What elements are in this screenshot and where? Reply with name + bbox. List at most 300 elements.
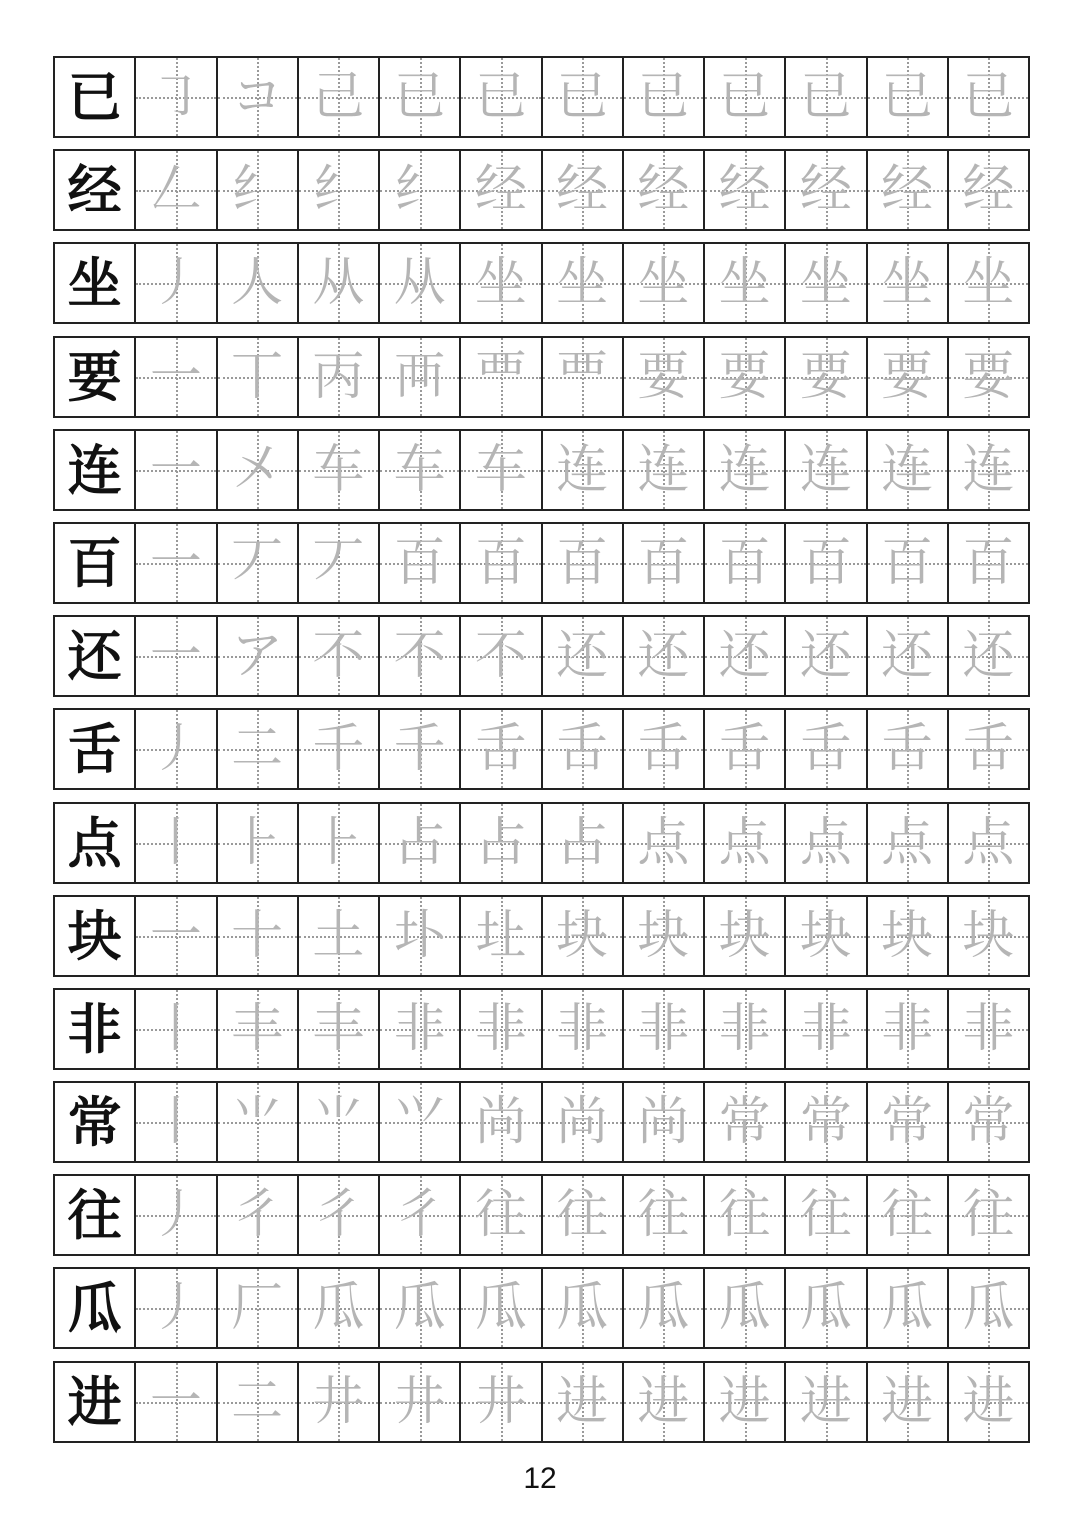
tracing-cell <box>543 431 624 509</box>
tracing-cell <box>543 1083 624 1161</box>
stroke-step-character: 舌 <box>637 719 690 780</box>
tracing-cell <box>786 617 867 695</box>
tracing-cell <box>868 804 949 882</box>
tracing-cell <box>461 58 542 136</box>
tracing-cell <box>380 338 461 416</box>
stroke-step-character: 丿 <box>149 719 202 780</box>
model-character: 常 <box>67 1090 122 1155</box>
stroke-step-character: 覀 <box>474 346 527 407</box>
stroke-step-character: 坐 <box>962 253 1015 314</box>
stroke-step-character: 百 <box>718 532 771 593</box>
stroke-step-character: 进 <box>799 1371 852 1432</box>
practice-row <box>53 1361 1030 1443</box>
stroke-step-character: 坐 <box>718 253 771 314</box>
stroke-step-character: 经 <box>799 160 852 221</box>
tracing-cell <box>218 617 299 695</box>
stroke-step-character: 二 <box>231 719 284 780</box>
stroke-step-character: 尚 <box>556 1092 609 1153</box>
practice-row <box>53 708 1030 790</box>
stroke-step-character: 已 <box>474 67 527 127</box>
tracing-cell <box>949 990 1030 1068</box>
tracing-cell <box>543 990 624 1068</box>
tracing-cell <box>624 338 705 416</box>
stroke-step-character: 丨 <box>149 1092 202 1153</box>
tracing-cell <box>380 1363 461 1441</box>
tracing-cell <box>543 1269 624 1347</box>
stroke-step-character: 舌 <box>718 719 771 780</box>
stroke-step-character: 舌 <box>962 719 1015 780</box>
stroke-step-character: 连 <box>962 439 1015 500</box>
tracing-cell <box>218 990 299 1068</box>
tracing-cell <box>624 617 705 695</box>
stroke-step-character: 不 <box>393 626 446 687</box>
stroke-step-character: 已 <box>962 67 1015 127</box>
stroke-step-character: 丿 <box>149 1185 202 1246</box>
stroke-step-character: 二 <box>231 1371 284 1432</box>
tracing-cell <box>299 1176 380 1254</box>
tracing-cell <box>461 897 542 975</box>
practice-row <box>53 615 1030 697</box>
stroke-step-character: 连 <box>637 439 690 500</box>
tracing-cell <box>543 338 624 416</box>
tracing-cell <box>868 1269 949 1347</box>
stroke-step-character: 非 <box>393 998 446 1059</box>
tracing-cell <box>299 1269 380 1347</box>
stroke-step-character: 已 <box>881 67 934 127</box>
stroke-step-character: 往 <box>881 1185 934 1246</box>
tracing-cell <box>705 1083 786 1161</box>
stroke-step-character: 常 <box>881 1092 934 1153</box>
stroke-step-character: 㐅 <box>231 439 284 500</box>
stroke-step-character: 进 <box>718 1371 771 1432</box>
stroke-step-character: ㇆ <box>149 67 202 127</box>
model-character-cell <box>55 710 136 788</box>
practice-row <box>53 429 1030 511</box>
stroke-step-character: 块 <box>718 905 771 966</box>
practice-row <box>53 895 1030 977</box>
stroke-step-character: 非 <box>718 998 771 1059</box>
tracing-cell <box>705 1269 786 1347</box>
tracing-cell <box>299 244 380 322</box>
tracing-cell <box>786 804 867 882</box>
model-character: 连 <box>67 437 122 502</box>
stroke-step-character: 块 <box>637 905 690 966</box>
stroke-step-character: 尚 <box>637 1092 690 1153</box>
stroke-step-character: 丰 <box>312 998 365 1059</box>
stroke-step-character: 百 <box>556 532 609 593</box>
stroke-step-character: 百 <box>393 532 446 593</box>
stroke-step-character: ⺌ <box>231 1092 284 1153</box>
stroke-step-character: 要 <box>637 346 690 407</box>
tracing-cell <box>136 338 217 416</box>
tracing-cell <box>461 1176 542 1254</box>
model-character-cell <box>55 1269 136 1347</box>
tracing-cell <box>380 897 461 975</box>
model-character-cell <box>55 1176 136 1254</box>
tracing-cell <box>299 524 380 602</box>
stroke-step-character: 丅 <box>231 346 284 407</box>
tracing-cell <box>949 1083 1030 1161</box>
stroke-step-character: 占 <box>474 812 527 873</box>
tracing-cell <box>299 151 380 229</box>
tracing-cell <box>624 151 705 229</box>
tracing-cell <box>136 1176 217 1254</box>
tracing-cell <box>949 431 1030 509</box>
stroke-step-character: 瓜 <box>799 1278 852 1339</box>
tracing-cell <box>218 897 299 975</box>
tracing-cell <box>705 524 786 602</box>
tracing-cell <box>705 431 786 509</box>
stroke-step-character: 瓜 <box>881 1278 934 1339</box>
tracing-cell <box>136 151 217 229</box>
model-character: 块 <box>67 903 122 968</box>
stroke-step-character: 还 <box>637 626 690 687</box>
stroke-step-character: 已 <box>799 67 852 127</box>
tracing-cell <box>299 617 380 695</box>
model-character: 非 <box>67 996 122 1061</box>
stroke-step-character: 进 <box>881 1371 934 1432</box>
tracing-cell <box>868 617 949 695</box>
stroke-step-character: 常 <box>799 1092 852 1153</box>
model-character: 点 <box>67 810 122 875</box>
stroke-step-character: 块 <box>881 905 934 966</box>
stroke-step-character: 要 <box>881 346 934 407</box>
stroke-step-character: 百 <box>474 532 527 593</box>
stroke-step-character: 经 <box>962 160 1015 221</box>
tracing-cell <box>543 151 624 229</box>
stroke-step-character: ⺊ <box>231 812 284 873</box>
stroke-step-character: 彳 <box>393 1185 446 1246</box>
stroke-step-character: 占 <box>393 812 446 873</box>
tracing-cell <box>705 804 786 882</box>
stroke-step-character: 点 <box>799 812 852 873</box>
stroke-step-character: 圤 <box>393 905 446 966</box>
stroke-step-character: 非 <box>474 998 527 1059</box>
stroke-step-character: 连 <box>556 439 609 500</box>
tracing-cell <box>705 58 786 136</box>
model-character-cell <box>55 524 136 602</box>
tracing-cell <box>136 58 217 136</box>
stroke-step-character: 己 <box>312 67 365 127</box>
practice-row <box>53 522 1030 604</box>
stroke-step-character: 坐 <box>881 253 934 314</box>
stroke-step-character: 千 <box>312 719 365 780</box>
tracing-cell <box>786 244 867 322</box>
stroke-step-character: 井 <box>312 1371 365 1432</box>
tracing-cell <box>705 1176 786 1254</box>
practice-row <box>53 242 1030 324</box>
tracing-cell <box>705 897 786 975</box>
tracing-cell <box>299 1363 380 1441</box>
tracing-cell <box>543 804 624 882</box>
practice-grid <box>53 56 1030 1454</box>
tracing-cell <box>136 990 217 1068</box>
tracing-cell <box>461 1269 542 1347</box>
stroke-step-character: 纟 <box>231 160 284 221</box>
stroke-step-character: ア <box>231 626 284 687</box>
stroke-step-character: 井 <box>393 1371 446 1432</box>
tracing-cell <box>461 617 542 695</box>
tracing-cell <box>218 1363 299 1441</box>
model-character: 舌 <box>67 717 122 782</box>
stroke-step-character: 还 <box>556 626 609 687</box>
tracing-cell <box>786 431 867 509</box>
tracing-cell <box>218 244 299 322</box>
tracing-cell <box>624 1083 705 1161</box>
stroke-step-character: 舌 <box>799 719 852 780</box>
tracing-cell <box>705 1363 786 1441</box>
tracing-cell <box>380 244 461 322</box>
stroke-step-character: 往 <box>962 1185 1015 1246</box>
stroke-step-character: 丆 <box>312 532 365 593</box>
practice-row <box>53 336 1030 418</box>
tracing-cell <box>380 151 461 229</box>
tracing-cell <box>949 338 1030 416</box>
model-character: 百 <box>67 530 122 595</box>
tracing-cell <box>461 804 542 882</box>
tracing-cell <box>705 710 786 788</box>
tracing-cell <box>380 431 461 509</box>
tracing-cell <box>299 897 380 975</box>
tracing-cell <box>461 151 542 229</box>
tracing-cell <box>136 431 217 509</box>
model-character-cell <box>55 990 136 1068</box>
tracing-cell <box>218 58 299 136</box>
stroke-step-character: 彳 <box>312 1185 365 1246</box>
tracing-cell <box>624 897 705 975</box>
stroke-step-character: 一 <box>149 1371 202 1432</box>
tracing-cell <box>299 338 380 416</box>
tracing-cell <box>705 990 786 1068</box>
stroke-step-character: 还 <box>881 626 934 687</box>
stroke-step-character: 圵 <box>474 905 527 966</box>
tracing-cell <box>380 1176 461 1254</box>
tracing-cell <box>868 338 949 416</box>
tracing-cell <box>380 990 461 1068</box>
stroke-step-character: 车 <box>312 439 365 500</box>
tracing-cell <box>949 804 1030 882</box>
stroke-step-character: 坐 <box>556 253 609 314</box>
stroke-step-character: 已 <box>556 67 609 127</box>
stroke-step-character: 车 <box>393 439 446 500</box>
tracing-cell <box>786 338 867 416</box>
tracing-cell <box>868 710 949 788</box>
tracing-cell <box>299 1083 380 1161</box>
tracing-cell <box>705 617 786 695</box>
tracing-cell <box>786 990 867 1068</box>
model-character: 已 <box>67 65 122 129</box>
tracing-cell <box>624 990 705 1068</box>
stroke-step-character: 还 <box>718 626 771 687</box>
tracing-cell <box>136 1083 217 1161</box>
stroke-step-character: 连 <box>799 439 852 500</box>
stroke-step-character: 覀 <box>556 346 609 407</box>
practice-row <box>53 56 1030 138</box>
stroke-step-character: 常 <box>718 1092 771 1153</box>
tracing-cell <box>949 1176 1030 1254</box>
tracing-cell <box>868 1083 949 1161</box>
tracing-cell <box>461 1083 542 1161</box>
stroke-step-character: 丆 <box>231 532 284 593</box>
tracing-cell <box>624 524 705 602</box>
stroke-step-character: 𠃋 <box>149 160 202 221</box>
model-character: 往 <box>67 1183 122 1248</box>
stroke-step-character: 不 <box>312 626 365 687</box>
stroke-step-character: 要 <box>718 346 771 407</box>
model-character-cell <box>55 1363 136 1441</box>
stroke-step-character: 还 <box>962 626 1015 687</box>
tracing-cell <box>786 1363 867 1441</box>
stroke-step-character: 点 <box>962 812 1015 873</box>
tracing-cell <box>624 1269 705 1347</box>
tracing-cell <box>461 431 542 509</box>
page-number: 12 <box>523 1462 557 1495</box>
stroke-step-character: 瓜 <box>312 1278 365 1339</box>
stroke-step-character: ⺍ <box>393 1092 446 1153</box>
stroke-step-character: 往 <box>474 1185 527 1246</box>
practice-row <box>53 1267 1030 1349</box>
tracing-cell <box>868 1176 949 1254</box>
model-character-cell <box>55 897 136 975</box>
stroke-step-character: 连 <box>881 439 934 500</box>
tracing-cell <box>218 1176 299 1254</box>
tracing-cell <box>786 58 867 136</box>
stroke-step-character: 非 <box>637 998 690 1059</box>
tracing-cell <box>543 1363 624 1441</box>
tracing-cell <box>380 1083 461 1161</box>
stroke-step-character: 舌 <box>556 719 609 780</box>
tracing-cell <box>786 1083 867 1161</box>
model-character-cell <box>55 151 136 229</box>
stroke-step-character: 尚 <box>474 1092 527 1153</box>
tracing-cell <box>786 524 867 602</box>
tracing-cell <box>705 151 786 229</box>
stroke-step-character: 瓜 <box>637 1278 690 1339</box>
model-character: 瓜 <box>67 1276 122 1341</box>
tracing-cell <box>461 524 542 602</box>
stroke-step-character: 舌 <box>881 719 934 780</box>
stroke-step-character: 非 <box>881 998 934 1059</box>
tracing-cell <box>786 1176 867 1254</box>
tracing-cell <box>786 1269 867 1347</box>
stroke-step-character: 进 <box>962 1371 1015 1432</box>
stroke-step-character: 点 <box>637 812 690 873</box>
stroke-step-character: 厂 <box>231 1278 284 1339</box>
tracing-cell <box>380 710 461 788</box>
stroke-step-character: 一 <box>149 626 202 687</box>
stroke-step-character: 已 <box>393 67 446 127</box>
stroke-step-character: コ <box>231 67 284 127</box>
stroke-step-character: 丿 <box>149 253 202 314</box>
tracing-cell <box>136 897 217 975</box>
tracing-cell <box>868 58 949 136</box>
tracing-cell <box>949 1269 1030 1347</box>
tracing-cell <box>380 804 461 882</box>
model-character-cell <box>55 338 136 416</box>
practice-row <box>53 988 1030 1070</box>
stroke-step-character: 块 <box>962 905 1015 966</box>
stroke-step-character: 块 <box>556 905 609 966</box>
stroke-step-character: 百 <box>637 532 690 593</box>
tracing-cell <box>461 990 542 1068</box>
model-character: 经 <box>67 158 122 223</box>
tracing-cell <box>380 58 461 136</box>
stroke-step-character: ⺊ <box>312 812 365 873</box>
stroke-step-character: 坐 <box>637 253 690 314</box>
tracing-cell <box>136 804 217 882</box>
tracing-cell <box>543 897 624 975</box>
model-character-cell <box>55 804 136 882</box>
model-character: 进 <box>67 1369 122 1434</box>
stroke-step-character: 连 <box>718 439 771 500</box>
stroke-step-character: 瓜 <box>962 1278 1015 1339</box>
model-character-cell <box>55 244 136 322</box>
tracing-cell <box>136 524 217 602</box>
tracing-cell <box>380 1269 461 1347</box>
tracing-cell <box>299 431 380 509</box>
tracing-cell <box>136 1363 217 1441</box>
tracing-cell <box>218 524 299 602</box>
model-character-cell <box>55 58 136 136</box>
stroke-step-character: 土 <box>312 905 365 966</box>
practice-row <box>53 1081 1030 1163</box>
stroke-step-character: 丙 <box>312 346 365 407</box>
stroke-step-character: 百 <box>962 532 1015 593</box>
tracing-cell <box>461 710 542 788</box>
tracing-cell <box>299 990 380 1068</box>
tracing-cell <box>949 617 1030 695</box>
model-character-cell <box>55 431 136 509</box>
tracing-cell <box>218 1269 299 1347</box>
tracing-cell <box>868 244 949 322</box>
stroke-step-character: 一 <box>149 905 202 966</box>
tracing-cell <box>786 710 867 788</box>
stroke-step-character: 从 <box>312 253 365 314</box>
stroke-step-character: 已 <box>637 67 690 127</box>
tracing-cell <box>786 897 867 975</box>
model-character-cell <box>55 617 136 695</box>
stroke-step-character: 点 <box>718 812 771 873</box>
tracing-cell <box>868 151 949 229</box>
model-character: 坐 <box>67 251 122 316</box>
stroke-step-character: 瓜 <box>718 1278 771 1339</box>
stroke-step-character: 坐 <box>474 253 527 314</box>
tracing-cell <box>218 804 299 882</box>
stroke-step-character: 不 <box>474 626 527 687</box>
stroke-step-character: 瓜 <box>393 1278 446 1339</box>
stroke-step-character: 非 <box>962 998 1015 1059</box>
tracing-cell <box>624 58 705 136</box>
stroke-step-character: 已 <box>718 67 771 127</box>
stroke-step-character: 从 <box>393 253 446 314</box>
stroke-step-character: 经 <box>637 160 690 221</box>
stroke-step-character: 一 <box>149 346 202 407</box>
tracing-cell <box>543 244 624 322</box>
stroke-step-character: 丨 <box>149 998 202 1059</box>
tracing-cell <box>136 710 217 788</box>
stroke-step-character: 舌 <box>474 719 527 780</box>
tracing-cell <box>868 431 949 509</box>
stroke-step-character: 占 <box>556 812 609 873</box>
stroke-step-character: 瓜 <box>474 1278 527 1339</box>
tracing-cell <box>218 338 299 416</box>
tracing-cell <box>136 244 217 322</box>
tracing-cell <box>705 244 786 322</box>
tracing-cell <box>868 1363 949 1441</box>
model-character: 还 <box>67 624 122 689</box>
tracing-cell <box>949 1363 1030 1441</box>
stroke-step-character: 往 <box>799 1185 852 1246</box>
